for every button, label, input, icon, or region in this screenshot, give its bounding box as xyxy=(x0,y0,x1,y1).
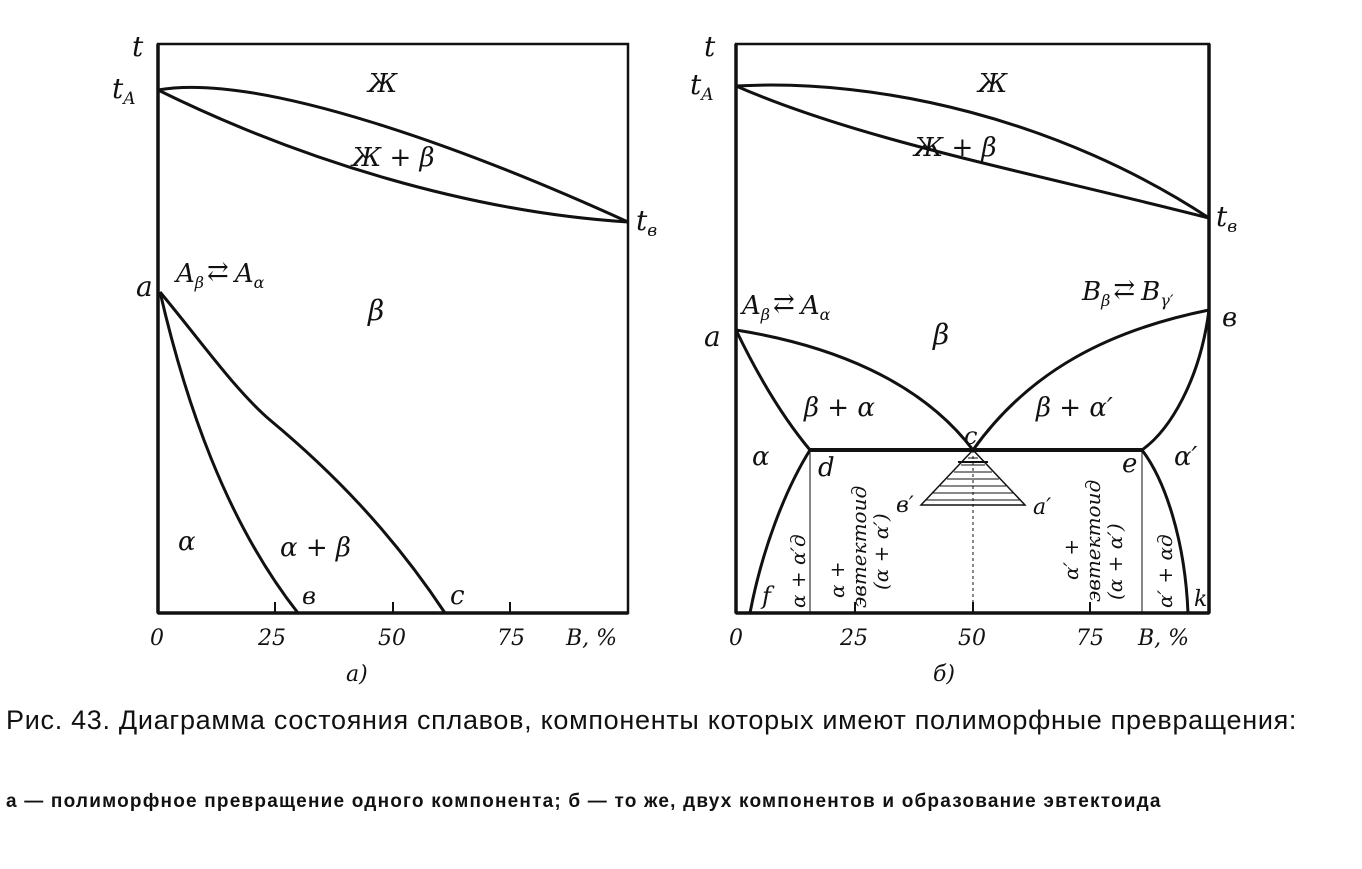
diagram-b-point-b: в xyxy=(1222,303,1238,333)
figure-caption-legend: а — полиморфное превращение одного компонента; б — то же, двух компонентов и образование эвтектоида xyxy=(6,791,1162,812)
diagram-a-transform-right-sub: α xyxy=(253,273,265,292)
diagram-b-right-beta-boundary xyxy=(973,310,1209,450)
diagram-a-tB-label xyxy=(636,204,657,241)
diagram-a-transform-right: A xyxy=(234,259,254,289)
diagram-b-point-d: d xyxy=(818,453,835,483)
diagram-a-transform-left-sub: β xyxy=(194,273,205,292)
diagram-a-point-a: a xyxy=(136,270,153,303)
diagram-b-transform-right-b-sub: γ′ xyxy=(1160,291,1174,310)
diagram-b-beta-label: β xyxy=(933,318,950,351)
diagram-a-panel-label: а) xyxy=(346,662,368,687)
diagram-b-alpha-prime-boundary xyxy=(1142,310,1209,450)
diagram-b-transform-right-a: B xyxy=(1082,277,1102,307)
diagram-b-tA-label xyxy=(690,68,714,105)
diagram-a-tick-label-75: 75 xyxy=(497,626,525,651)
diagram-a-tick-label-50: 50 xyxy=(378,626,406,651)
diagram-b-transform-right-a-sub: β xyxy=(1101,291,1111,310)
diagram-b-region-left-eut-line2: эвтектоид xyxy=(847,485,871,608)
diagram-b-x-axis-label: В, % xyxy=(1138,626,1190,651)
diagram-b-transform-right-b: B xyxy=(1141,277,1161,307)
diagram-b-region-left-eut-line1: α + xyxy=(825,561,849,598)
diagram-b-transform-left-a: A xyxy=(742,291,761,321)
diagram-a-transform-left: A xyxy=(176,259,195,289)
diagram-b-beta-alpha-prime-label: β + α′ xyxy=(1036,393,1113,423)
diagram-b-panel-label: б) xyxy=(933,662,956,687)
diagram-b-tick-label-50: 50 xyxy=(958,626,986,651)
diagram-b-point-b-prime: в′ xyxy=(896,493,914,518)
diagram-b-tick-label-0: 0 xyxy=(729,626,743,651)
diagram-a-alpha-label: α xyxy=(178,527,196,557)
diagram-a-transform-label xyxy=(174,257,265,292)
diagram-b-tA-main: t xyxy=(690,68,702,101)
diagram-a-point-c: c xyxy=(450,581,465,611)
diagram-a-tA-label xyxy=(112,72,136,109)
diagram-b-alpha-prime-label: α′ xyxy=(1174,442,1198,472)
figure-caption: Рис. 43. Диаграмма состояния сплавов, компоненты которых имеют полиморфные превращения: xyxy=(6,705,1298,735)
diagram-b-transform-right-arrows: ⇄ xyxy=(1113,275,1136,305)
diagram-b-transform-left-a-sub: β xyxy=(760,305,771,324)
diagram-a-t-axis-label: t xyxy=(132,30,144,63)
diagram-b-region-f-label: α + α′д xyxy=(786,534,810,608)
diagram-b-transform-right-label xyxy=(1081,275,1174,310)
diagram-b-transform-left-arrows: ⇄ xyxy=(773,289,795,319)
diagram-a-tA-sub: A xyxy=(123,89,136,109)
diagram-b-beta-alpha-label: β + α xyxy=(804,393,875,423)
diagram-b-region-right-eut-line3: (α + α′) xyxy=(1103,523,1127,600)
diagram-a-x-axis-label: В, % xyxy=(566,626,618,651)
diagram-a xyxy=(112,30,657,687)
diagram-b-tB-main: t xyxy=(1216,200,1228,233)
diagram-b-region-right-eut-line1: α′ + xyxy=(1059,538,1083,580)
diagram-b-tB-label xyxy=(1216,200,1237,237)
diagram-b-point-a-prime: a′ xyxy=(1033,495,1052,520)
diagram-a-point-b: в xyxy=(302,582,316,610)
diagram-a-alpha-beta-label: α + β xyxy=(280,533,351,563)
diagram-b-point-c: c xyxy=(964,422,978,450)
diagram-b-tick-label-75: 75 xyxy=(1076,626,1104,651)
diagram-b-alpha-boundary xyxy=(736,330,810,450)
diagram-a-tick-label-25: 25 xyxy=(258,626,286,651)
diagram-a-beta-solvus-curve xyxy=(160,292,445,613)
diagram-b xyxy=(690,30,1237,687)
diagram-a-tB-sub: в xyxy=(647,221,658,241)
diagram-b-transform-left-label xyxy=(740,289,831,324)
diagram-a-beta-label: β xyxy=(368,294,385,327)
diagram-b-point-f: f xyxy=(762,582,771,610)
diagram-b-liquid-label: Ж xyxy=(978,69,1008,99)
diagram-a-tick-label-0: 0 xyxy=(150,626,164,651)
diagram-b-point-a: a xyxy=(704,320,721,353)
diagram-a-liquid-beta-label: Ж + β xyxy=(352,143,435,173)
diagram-b-tick-label-25: 25 xyxy=(840,626,868,651)
diagram-a-tA-main: t xyxy=(112,72,124,105)
diagram-b-tB-sub: в xyxy=(1227,217,1238,237)
diagram-b-liquid-beta-label: Ж + β xyxy=(914,133,997,163)
diagram-a-transform-arrows: ⇄ xyxy=(207,257,229,287)
diagram-a-tB-main: t xyxy=(636,204,648,237)
diagram-b-transform-left-b: A xyxy=(800,291,820,321)
diagram-b-tA-sub: A xyxy=(701,85,714,105)
diagram-b-region-left-eut-line3: (α + α′) xyxy=(869,513,893,590)
diagram-a-liquid-label: Ж xyxy=(368,69,398,99)
diagram-b-t-axis-label: t xyxy=(704,30,716,63)
diagram-b-eutectoid-triangle xyxy=(921,450,1025,505)
diagram-a-alpha-solvus-curve xyxy=(160,292,298,613)
diagram-b-point-e: e xyxy=(1122,449,1138,479)
diagram-b-alpha-label: α xyxy=(752,442,770,472)
diagram-b-transform-left-b-sub: α xyxy=(819,305,831,324)
diagram-b-region-k-label: α′ + αд xyxy=(1153,534,1177,608)
diagram-b-region-right-eut-line2: эвтектоид xyxy=(1081,479,1105,602)
diagram-b-point-k: k xyxy=(1194,587,1208,612)
